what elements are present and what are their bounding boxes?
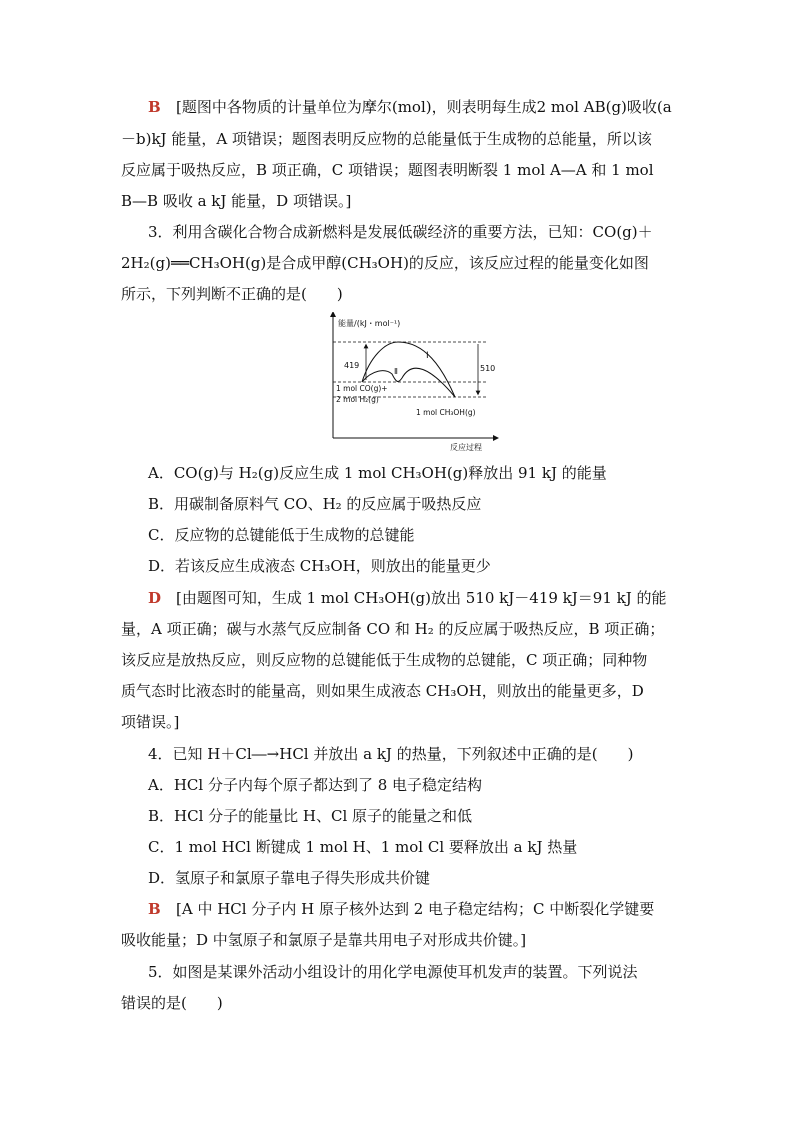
q3-option-c: C．反应物的总键能低于生成物的总键能 xyxy=(148,526,415,544)
answer-letter: B xyxy=(148,98,161,116)
q3-option-a: A．CO(g)与 H₂(g)反应生成 1 mol CH₃OH(g)释放出 91 kJ 的能量 xyxy=(148,464,607,482)
y-axis-label: 能量/(kJ・mol⁻¹) xyxy=(338,319,401,328)
q4-answer-line: 吸收能量；D 中氢原子和氯原子是靠共用电子对形成共价键。] xyxy=(121,931,527,949)
q3-answer-line: 质气态时比液态时的能量高，则如果生成液态 CH₃OH，则放出的能量更多，D xyxy=(121,682,644,700)
label-reactant-1: 1 mol CO(g)+ xyxy=(336,384,388,393)
q2-answer-line: －b)kJ 能量，A 项错误；题图表明反应物的总能量低于生成物的总能量，所以该 xyxy=(121,130,652,148)
q3-option-b: B．用碳制备原料气 CO、H₂ 的反应属于吸热反应 xyxy=(148,495,482,513)
q3-answer-line: 项错误。] xyxy=(121,713,180,731)
q3-stem-line: 3．利用含碳化合物合成新燃料是发展低碳经济的重要方法，已知：CO(g)＋ xyxy=(148,223,653,241)
label-419: 419 xyxy=(344,361,360,370)
q3-stem-line: 所示，下列判断不正确的是( ) xyxy=(121,285,343,303)
q3-answer-line: D [由题图可知，生成 1 mol CH₃OH(g)放出 510 kJ－419 kJ＝91 kJ 的能 xyxy=(148,589,667,607)
q3-answer-line: 该反应是放热反应，则反应物的总键能低于生成物的总键能，C 项正确；同种物 xyxy=(121,651,648,669)
label-path-I: Ⅰ xyxy=(426,351,429,361)
q4-option-a: A．HCl 分子内每个原子都达到了 8 电子稳定结构 xyxy=(148,776,483,794)
x-axis-label: 反应过程 xyxy=(450,443,482,452)
q4-option-d: D．氢原子和氯原子靠电子得失形成共价键 xyxy=(148,869,431,887)
label-reactant-2: 2 mol H₂(g) xyxy=(336,395,379,404)
q3-option-d: D．若该反应生成液态 CH₃OH，则放出的能量更少 xyxy=(148,557,491,575)
q3-stem-line: 2H₂(g)══CH₃OH(g)是合成甲醇(CH₃OH)的反应，该反应过程的能量变化如图 xyxy=(121,254,649,272)
q2-answer-line: B—B 吸收 a kJ 能量，D 项错误。] xyxy=(121,192,352,210)
q5-stem-line: 错误的是( ) xyxy=(121,994,223,1012)
q4-answer-line: B [A 中 HCl 分子内 H 原子核外达到 2 电子稳定结构；C 中断裂化学键要 xyxy=(148,900,655,918)
q2-answer-line: B [题图中各物质的计量单位为摩尔(mol)，则表明每生成2 mol AB(g)吸收(a xyxy=(148,98,672,116)
q4-option-c: C．1 mol HCl 断键成 1 mol H、1 mol Cl 要释放出 a kJ 热量 xyxy=(148,838,578,856)
q4-option-b: B．HCl 分子的能量比 H、Cl 原子的能量之和低 xyxy=(148,807,473,825)
answer-letter: B xyxy=(148,900,161,918)
answer-letter: D xyxy=(148,589,162,607)
q3-answer-line: 量，A 项正确；碳与水蒸气反应制备 CO 和 H₂ 的反应属于吸热反应，B 项正确； xyxy=(121,620,665,638)
q2-answer-line: 反应属于吸热反应，B 项正确，C 项错误；题图表明断裂 1 mol A—A 和 1 mol xyxy=(121,161,654,179)
q4-stem: 4．已知 H＋Cl―→HCl 并放出 a kJ 的热量，下列叙述中正确的是( ) xyxy=(148,745,634,763)
label-510: 510 xyxy=(480,364,496,373)
energy-diagram xyxy=(330,312,500,454)
label-product: 1 mol CH₃OH(g) xyxy=(416,408,476,417)
label-path-II: Ⅱ xyxy=(394,367,398,376)
q5-stem-line: 5．如图是某课外活动小组设计的用化学电源使耳机发声的装置。下列说法 xyxy=(148,963,638,981)
